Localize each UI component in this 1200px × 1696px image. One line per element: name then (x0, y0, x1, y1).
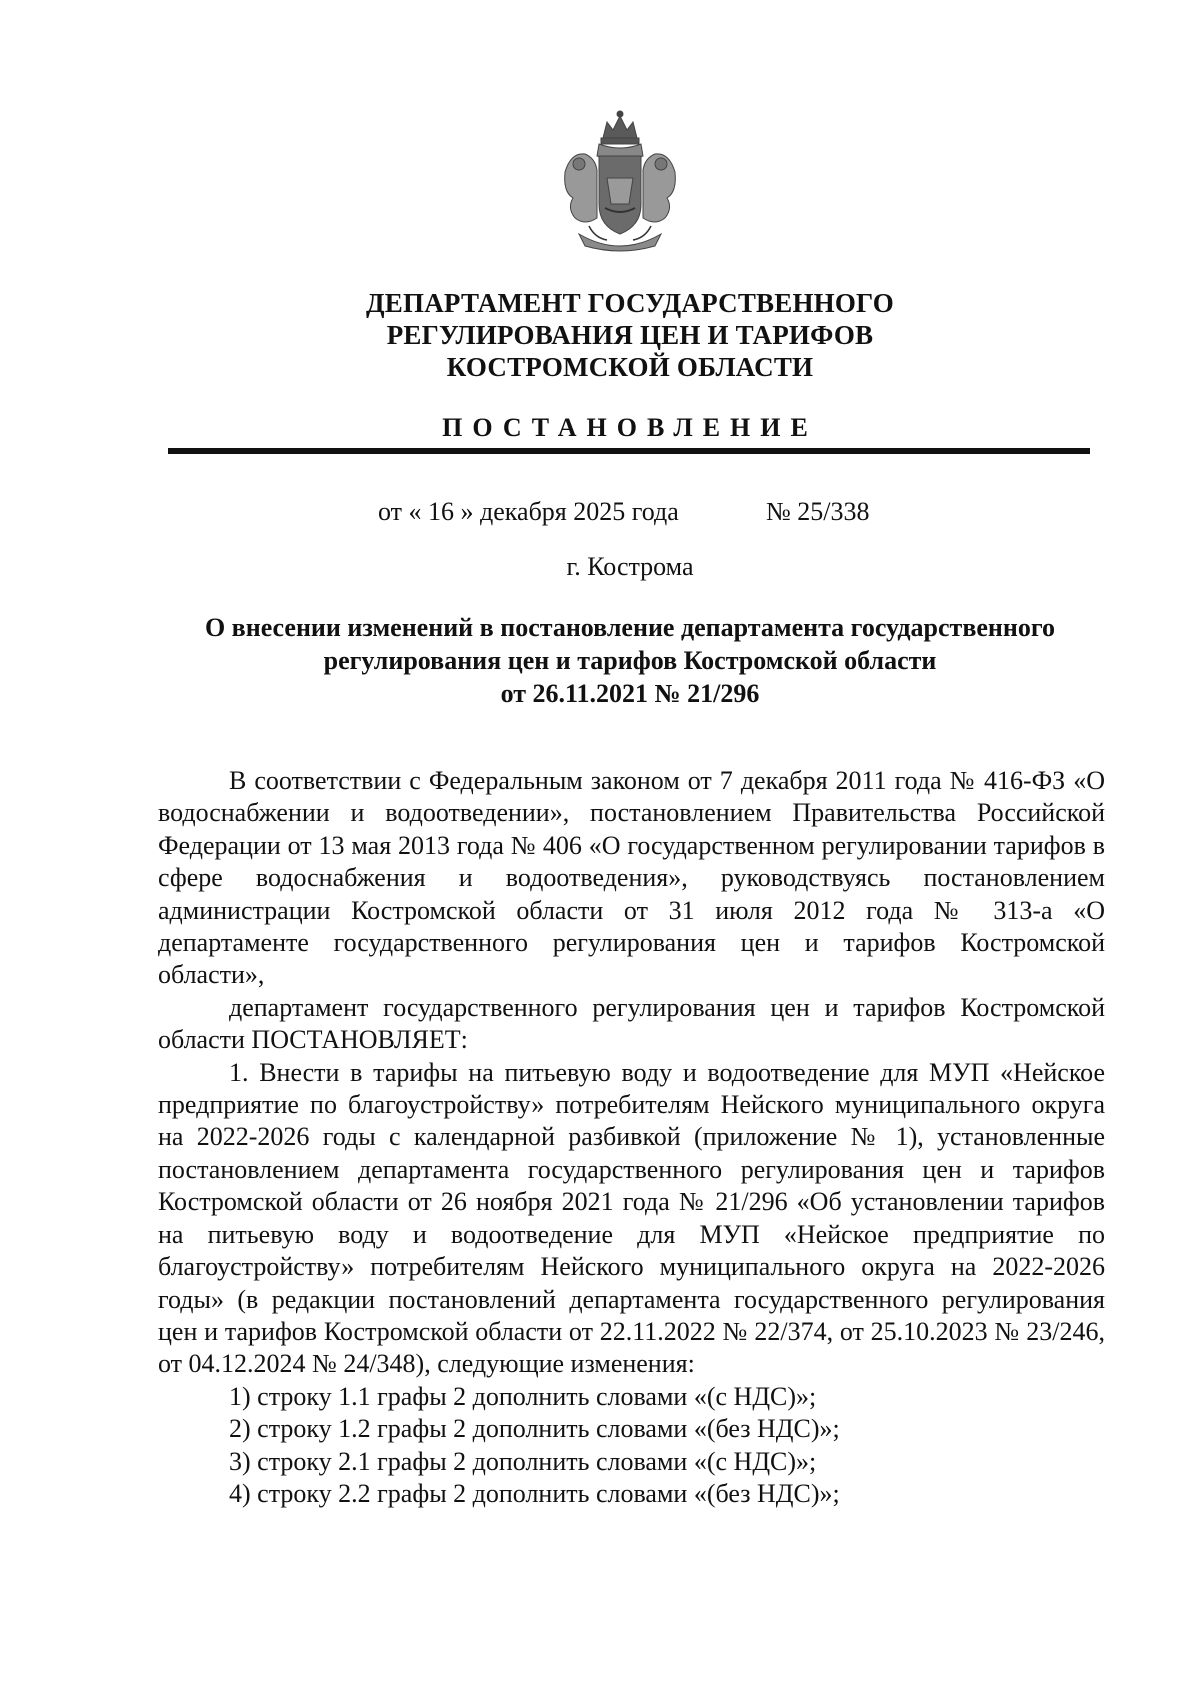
header-divider (168, 448, 1090, 454)
department-title (0, 287, 1200, 383)
document-heading-line-2: регулирования цен и тарифов Костромской области (323, 646, 937, 675)
body-paragraph-item-1: 1. Внести в тарифы на питьевую воду и водоотведение для МУП «Нейское предприятие по благоустройству» потребителям Нейского муниципального округа на 2022-2026 годы с календарной разбивкой (приложение № 1), установленные постановлением департамента государственного регулирования цен и тарифов Костромской области от 26 ноября 2021 года № 21/296 «Об установлении тарифов на питьевую воду и водоотведение для МУП «Нейское предприятие по благоустройству» потребителям Нейского муниципального округа на 2022-2026 годы» (в редакции постановлений департамента государственного регулирования цен и тарифов Костромской области от 22.11.2022 № 22/374, от 25.10.2023 № 23/246, от 04.12.2024 № 24/348), следующие изменения: (158, 1057, 1105, 1379)
document-city: г. Кострома (566, 552, 694, 581)
department-title-line-1: ДЕПАРТАМЕНТ ГОСУДАРСТВЕННОГО (366, 288, 894, 318)
list-item: 1) строку 1.1 графы 2 дополнить словами «(с НДС)»; (229, 1381, 817, 1411)
department-title-line-2: РЕГУЛИРОВАНИЯ ЦЕН И ТАРИФОВ (386, 320, 874, 350)
document-heading-line-3: от 26.11.2021 № 21/296 (500, 679, 760, 708)
document-number: № 25/338 (766, 497, 870, 526)
list-item: 4) строку 2.2 графы 2 дополнить словами «(без НДС)»; (229, 1478, 840, 1508)
department-title-line-3: КОСТРОМСКОЙ ОБЛАСТИ (446, 352, 814, 382)
list-item: 3) строку 2.1 графы 2 дополнить словами «(с НДС)»; (229, 1446, 817, 1476)
coat-of-arms-icon (555, 108, 685, 256)
body-paragraph-resolution: департамент государственного регулирования цен и тарифов Костромской области ПОСТАНОВЛЯЕТ: (158, 992, 1105, 1055)
document-heading-line-1: О внесении изменений в постановление департамента государственного (204, 613, 1056, 642)
document-date: от « 16 » декабря 2025 года (378, 497, 679, 526)
list-item: 2) строку 1.2 графы 2 дополнить словами «(без НДС)»; (229, 1414, 840, 1444)
document-heading (0, 611, 1200, 710)
document-body (158, 765, 1105, 1510)
body-paragraph-legal-basis: В соответствии с Федеральным законом от 7 декабря 2011 года № 416-ФЗ «О водоснабжении и водоотведении», постановлением Правительства Российской Федерации от 13 мая 2013 года № 406 «О государственном регулировании тарифов в сфере водоснабжения и водоотведения», руководствуясь постановлением администрации Костромской области от 31 июля 2012 года № 313-а «О департаменте государственного регулирования цен и тарифов Костромской области», (158, 766, 1105, 990)
document-type-title: ПОСТАНОВЛЕНИЕ (442, 413, 818, 442)
